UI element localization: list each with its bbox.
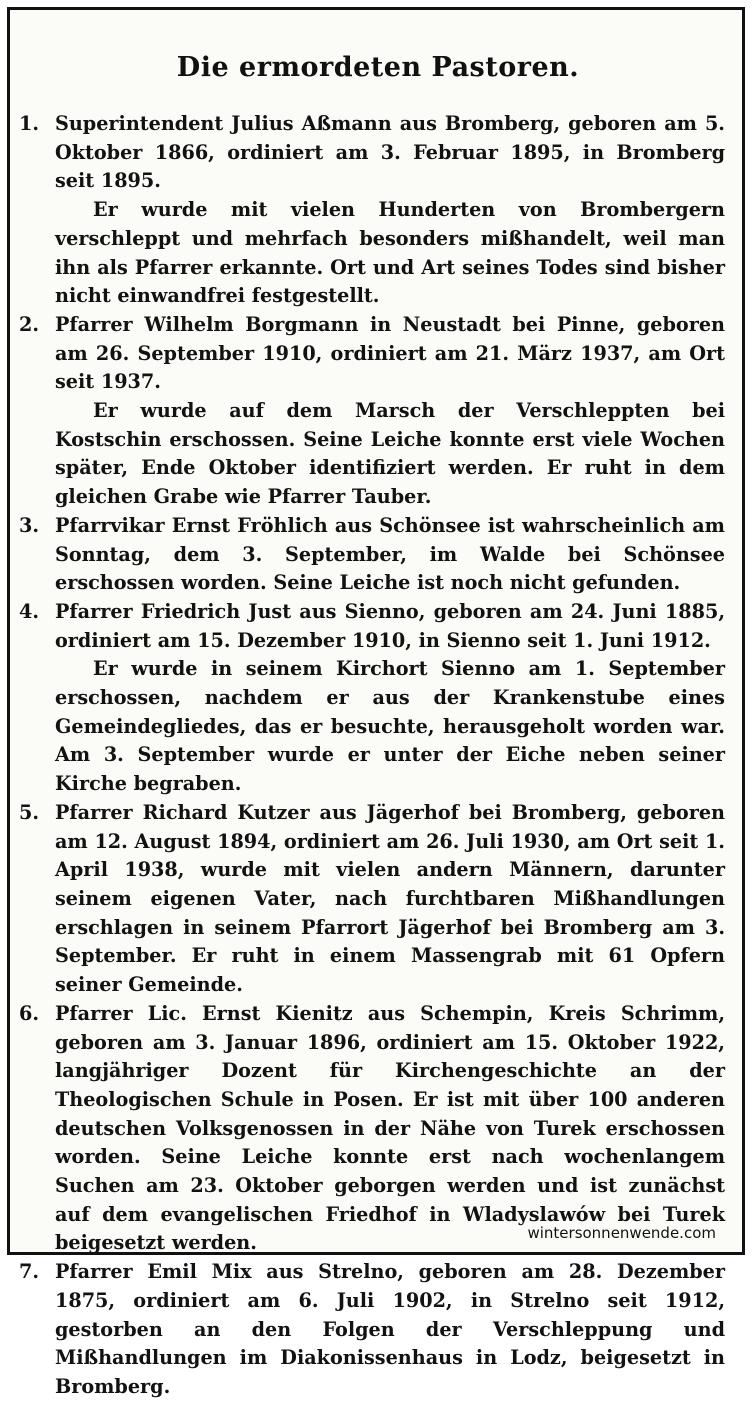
page-title: Die ermordeten Pastoren. <box>176 52 580 83</box>
item-number: 3. <box>19 513 40 537</box>
item-detail: Er wurde mit vielen Hunderten von Brombergern verschleppt und mehrfach besonders mißhandelt, weil man ihn als Pfarrer erkannte. Ort und Art seines Todes sind bisher nicht einwandfrei festgestellt. <box>55 198 725 308</box>
item-heading: Pfarrvikar Ernst Fröhlich aus Schönsee ist wahrscheinlich am Sonntag, dem 3. September, im Walde bei Schönsee erschossen worden. Seine Leiche ist noch nicht gefunden. <box>55 513 725 595</box>
list-item <box>19 1000 725 1258</box>
item-heading: Superintendent Julius Aßmann aus Bromberg, geboren am 5. Oktober 1866, ordiniert am 3. Februar 1895, in Bromberg seit 1895. <box>55 112 725 193</box>
item-number: 6. <box>19 1001 40 1025</box>
item-heading: Pfarrer Wilhelm Borgmann in Neustadt bei Pinne, geboren am 26. September 1910, ordiniert am 21. März 1937, am Ort seit 1937. <box>55 312 725 394</box>
item-number: 2. <box>19 312 40 336</box>
list-item <box>19 598 725 799</box>
item-number: 7. <box>19 1260 40 1284</box>
item-heading: Pfarrer Lic. Ernst Kienitz aus Schempin, Kreis Schrimm, geboren am 3. Januar 1896, ordiniert am 15. Oktober 1922, langjähriger Dozent für Kirchengeschichte an der Theologischen Schule in Posen. Er ist mit über 100 anderen deutschen Volksgenossen in der Nähe von Turek erschossen worden. Seine Leiche konnte erst nach wochenlangem Suchen am 23. Oktober geborgen werden und ist zunächst auf dem evangelischen Friedhof in Wladyslawów bei Turek beigesetzt werden. <box>55 1001 725 1255</box>
item-heading: Pfarrer Friedrich Just aus Sienno, geboren am 24. Juni 1885, ordiniert am 15. Dezember 1910, in Sienno seit 1. Juni 1912. <box>55 599 725 652</box>
item-heading: Pfarrer Emil Mix aus Strelno, geboren am 28. Dezember 1875, ordiniert am 6. Juli 1902, in Strelno seit 1912, gestorben an den Folgen der Verschleppung und Mißhandlungen im Diakonissenhaus in Lodz, beigesetzt in Bromberg. <box>55 1260 725 1398</box>
watermark-text: wintersonnenwende.com <box>527 1224 716 1242</box>
list-item <box>19 311 725 512</box>
item-heading: Pfarrer Richard Kutzer aus Jägerhof bei Bromberg, geboren am 12. August 1894, ordiniert am 26. Juli 1930, am Ort seit 1. April 1938, wurde mit vielen andern Männern, darunter seinem eigenen Vater, nach furchtbaren Mißhandlungen erschlagen in seinem Pfarrort Jägerhof bei Bromberg am 3. September. Er ruht in einem Massengrab mit 61 Opfern seiner Gemeinde. <box>55 800 725 997</box>
item-detail: Er wurde auf dem Marsch der Verschleppten bei Kostschin erschossen. Seine Leiche konnte erst viele Wochen später, Ende Oktober identifiziert werden. Er ruht in dem gleichen Grabe wie Pfarrer Tauber. <box>55 399 725 509</box>
item-detail: Er wurde in seinem Kirchort Sienno am 1. September erschossen, nachdem er aus der Krankenstube eines Gemeindegliedes, das er besuchte, herausgeholt worden war. Am 3. September wurde er unter der Eiche neben seiner Kirche begraben. <box>55 657 725 796</box>
list-item <box>19 512 725 598</box>
pastor-list <box>19 110 725 1402</box>
list-item <box>19 110 725 311</box>
item-number: 1. <box>19 112 40 135</box>
list-item <box>19 799 725 1000</box>
item-number: 4. <box>19 599 40 623</box>
list-item <box>19 1258 725 1402</box>
item-number: 5. <box>19 800 40 824</box>
